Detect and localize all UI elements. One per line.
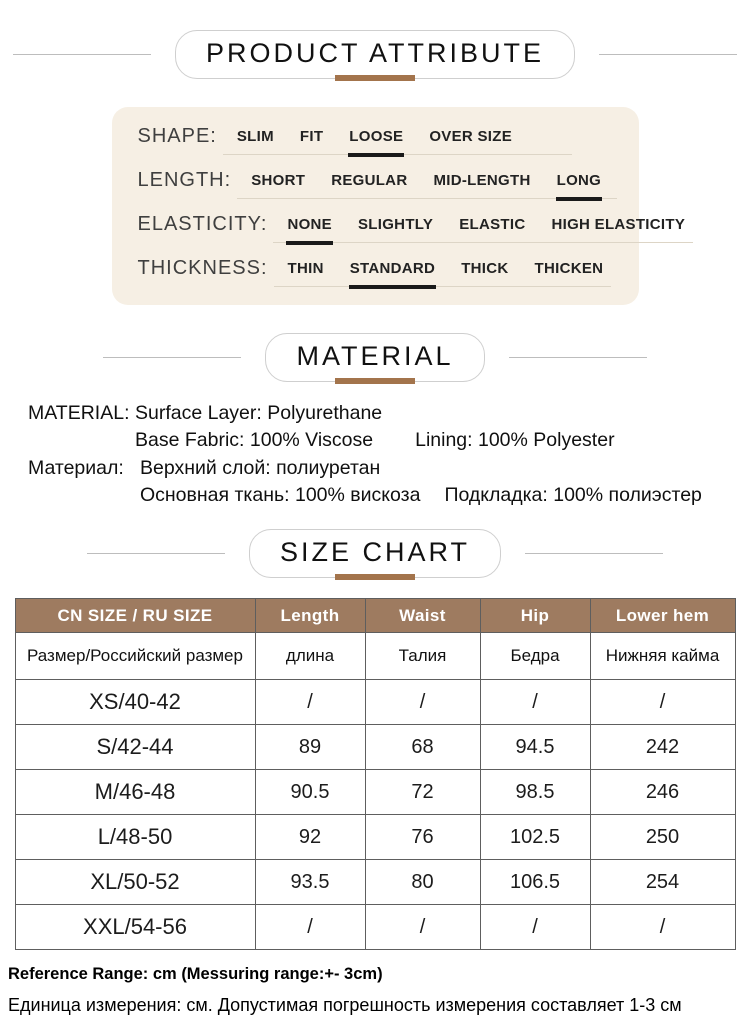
size-chart-value-cell: 254 [590, 860, 735, 905]
attribute-label: SHAPE: [137, 125, 217, 147]
size-chart-header-cell: CN SIZE / RU SIZE [15, 599, 255, 633]
size-chart-value-cell: / [480, 680, 590, 725]
size-chart-subheader-cell: Нижняя кайма [590, 633, 735, 680]
divider-line [599, 54, 737, 55]
attribute-option: SLIGHTLY [357, 216, 434, 233]
size-chart-header-row [15, 599, 735, 633]
attribute-options [273, 216, 693, 243]
material-line-ru-1 [28, 455, 750, 482]
size-chart-value-cell: 90.5 [255, 770, 365, 815]
attribute-option: ELASTIC [459, 216, 526, 233]
size-chart-value-cell: 72 [365, 770, 480, 815]
material-surface-ru: Верхний слой: полиуретан [140, 456, 381, 479]
material-lining-ru: Подкладка: 100% полиэстер [444, 483, 702, 506]
attribute-option-selected: NONE [287, 216, 332, 233]
size-chart-subheader-cell: Талия [365, 633, 480, 680]
size-chart-value-cell: / [480, 905, 590, 950]
size-chart-value-cell: 246 [590, 770, 735, 815]
size-chart-value-cell: / [255, 680, 365, 725]
size-chart-value-cell: 250 [590, 815, 735, 860]
attribute-option-selected: STANDARD [349, 260, 436, 277]
material-base-ru: Основная ткань: 100% вискоза [140, 483, 421, 506]
size-chart-row [15, 860, 735, 905]
size-chart-subheader-row [15, 633, 735, 680]
reference-range-en: Reference Range: cm (Messuring range:+- 3cm) [8, 965, 383, 984]
attribute-option: THIN [287, 260, 324, 277]
attribute-row [138, 125, 617, 155]
divider-line [13, 54, 151, 55]
size-chart-subheader-cell: длина [255, 633, 365, 680]
attribute-option: HIGH ELASTICITY [551, 216, 686, 233]
divider-line [525, 553, 663, 554]
attribute-option-selected: LOOSE [349, 128, 404, 145]
attribute-option: THICKEN [534, 260, 604, 277]
size-chart-size-cell: S/42-44 [15, 725, 255, 770]
size-chart-row [15, 905, 735, 950]
size-chart-value-cell: 93.5 [255, 860, 365, 905]
attribute-row [137, 213, 686, 243]
attribute-option: OVER SIZE [429, 128, 513, 145]
size-chart-value-cell: / [590, 905, 735, 950]
attribute-row [138, 169, 617, 199]
size-chart-value-cell: / [365, 905, 480, 950]
size-chart-header-cell: Length [255, 599, 365, 633]
size-chart-header-cell: Hip [480, 599, 590, 633]
section-header-product-attribute [0, 30, 750, 79]
attribute-option: MID-LENGTH [433, 172, 531, 189]
size-chart-row [15, 815, 735, 860]
size-chart-row [15, 770, 735, 815]
footer-notes [8, 965, 750, 1016]
attribute-option-selected: LONG [556, 172, 602, 189]
size-chart-value-cell: 106.5 [480, 860, 590, 905]
section-header-material [0, 333, 750, 382]
reference-range-ru: Единица измерения: см. Допустимая погрешность измерения составляет 1-3 см [8, 995, 682, 1016]
attribute-label: LENGTH: [137, 169, 232, 191]
material-surface-en: Surface Layer: Polyurethane [135, 402, 383, 424]
material-line-en-1 [28, 400, 750, 427]
attribute-options [223, 128, 572, 155]
section-header-size-chart [0, 529, 750, 578]
size-chart-value-cell: 80 [365, 860, 480, 905]
divider-line [87, 553, 225, 554]
size-chart-size-cell: L/48-50 [15, 815, 255, 860]
material-label-en: MATERIAL: [28, 402, 130, 424]
attribute-rows [137, 125, 686, 287]
size-chart-subheader-cell: Размер/Российский размер [15, 633, 255, 680]
attribute-option: THICK [461, 260, 509, 277]
size-chart-value-cell: 102.5 [480, 815, 590, 860]
attribute-option: SHORT [251, 172, 306, 189]
size-chart-value-cell: 76 [365, 815, 480, 860]
material-line-en-2 [28, 427, 750, 454]
size-chart-size-cell: XL/50-52 [15, 860, 255, 905]
attribute-option: REGULAR [331, 172, 408, 189]
size-chart-row [15, 725, 735, 770]
size-chart-value-cell: 98.5 [480, 770, 590, 815]
size-chart-value-cell: / [365, 680, 480, 725]
material-line-ru-2 [28, 482, 750, 509]
size-chart-value-cell: 89 [255, 725, 365, 770]
material-lining-en: Lining: 100% Polyester [415, 429, 615, 452]
size-chart-subheader-cell: Бедра [480, 633, 590, 680]
size-chart-header-cell: Lower hem [590, 599, 735, 633]
attribute-options [237, 172, 616, 199]
size-chart-header-cell: Waist [365, 599, 480, 633]
size-chart-value-cell: / [590, 680, 735, 725]
size-chart-size-cell: XXL/54-56 [15, 905, 255, 950]
attribute-label: THICKNESS: [137, 257, 268, 279]
divider-line [103, 357, 241, 358]
size-chart-value-cell: / [255, 905, 365, 950]
size-chart-value-cell: 68 [365, 725, 480, 770]
material-label-ru: Материал: [28, 456, 124, 479]
size-chart-row [15, 680, 735, 725]
material-base-en: Base Fabric: 100% Viscose [135, 429, 374, 452]
attribute-option: SLIM [236, 128, 274, 145]
attribute-options [274, 260, 612, 287]
attribute-row [138, 257, 617, 287]
size-chart-size-cell: M/46-48 [15, 770, 255, 815]
size-chart-value-cell: 94.5 [480, 725, 590, 770]
material-block [28, 400, 750, 509]
attribute-option: FIT [299, 128, 324, 145]
size-chart-title: SIZE CHART [249, 529, 501, 578]
attribute-box [112, 107, 686, 305]
size-chart-value-cell: 92 [255, 815, 365, 860]
material-title: MATERIAL [265, 333, 484, 382]
product-attribute-title: PRODUCT ATTRIBUTE [175, 30, 575, 79]
attribute-label: ELASTICITY: [137, 213, 268, 235]
size-chart-value-cell: 242 [590, 725, 735, 770]
size-chart-size-cell: XS/40-42 [15, 680, 255, 725]
size-chart-table [15, 598, 736, 950]
divider-line [509, 357, 647, 358]
